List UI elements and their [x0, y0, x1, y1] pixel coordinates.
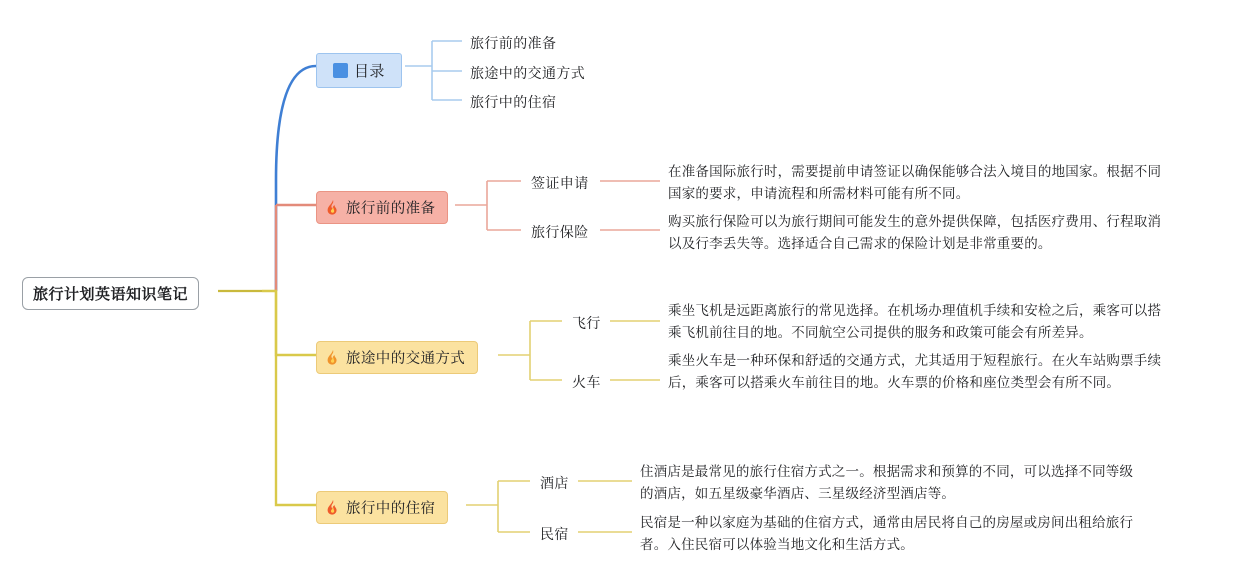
branch-node-catalog-label: 目录 [354, 63, 385, 80]
branch-node-transport-label: 旅途中的交通方式 [346, 351, 466, 367]
leaf-node-transport-1[interactable] [568, 370, 605, 394]
detail-text: 乘坐火车是一种环保和舒适的交通方式，尤其适用于短程旅行。在火车站购票手续后，乘客可以搭乘火车前往目的地。火车票的价格和座位类型会有所不同。 [668, 353, 1162, 390]
leaf-node-transport-0[interactable] [568, 311, 605, 335]
detail-text: 在准备国际旅行时，需要提前申请签证以确保能够合法入境目的地国家。根据不同国家的要求，申请流程和所需材料可能有所不同。 [668, 164, 1162, 201]
detail-text-insurance [668, 211, 1173, 255]
detail-text-homestay [640, 512, 1140, 556]
leaf-label: 飞行 [572, 315, 601, 331]
leaf-node-catalog-1[interactable] [466, 61, 589, 85]
leaf-label: 旅行前的准备 [470, 35, 557, 51]
detail-text-hotel [640, 461, 1140, 505]
leaf-label: 火车 [572, 374, 601, 390]
leaf-node-catalog-0[interactable] [466, 31, 560, 55]
leaf-label: 民宿 [540, 526, 569, 542]
leaf-label: 酒店 [540, 475, 569, 491]
branch-node-lodging[interactable] [316, 491, 448, 524]
branch-node-catalog[interactable] [316, 53, 402, 88]
leaf-node-prepare-1[interactable] [527, 220, 593, 244]
detail-text: 民宿是一种以家庭为基础的住宿方式，通常由居民将自己的房屋或房间出租给旅行者。入住民宿可以体验当地文化和生活方式。 [640, 515, 1134, 552]
leaf-node-lodging-0[interactable] [536, 471, 573, 495]
leaf-node-prepare-0[interactable] [527, 171, 593, 195]
root-node[interactable] [22, 277, 199, 310]
branch-node-transport[interactable] [316, 341, 478, 374]
branch-node-prepare[interactable] [316, 191, 448, 224]
root-node-label: 旅行计划英语知识笔记 [33, 286, 189, 303]
leaf-node-lodging-1[interactable] [536, 522, 573, 546]
leaf-node-catalog-2[interactable] [466, 90, 560, 114]
leaf-label: 签证申请 [531, 175, 589, 191]
branch-node-prepare-label: 旅行前的准备 [346, 201, 436, 217]
leaf-label: 旅行保险 [531, 224, 589, 240]
blue-square-icon [333, 63, 348, 78]
fire-icon [326, 200, 340, 216]
fire-icon [326, 500, 340, 516]
detail-text-train [668, 350, 1173, 394]
leaf-label: 旅行中的住宿 [470, 94, 557, 110]
branch-node-lodging-label: 旅行中的住宿 [346, 501, 436, 517]
detail-text: 购买旅行保险可以为旅行期间可能发生的意外提供保障，包括医疗费用、行程取消以及行李丢失等。选择适合自己需求的保险计划是非常重要的。 [668, 214, 1162, 251]
fire-icon [326, 350, 340, 366]
leaf-label: 旅途中的交通方式 [470, 65, 586, 81]
detail-text-flight [668, 300, 1173, 344]
detail-text: 乘坐飞机是远距离旅行的常见选择。在机场办理值机手续和安检之后，乘客可以搭乘飞机前往目的地。不同航空公司提供的服务和政策可能会有所差异。 [668, 303, 1162, 340]
detail-text: 住酒店是最常见的旅行住宿方式之一。根据需求和预算的不同，可以选择不同等级的酒店，如五星级豪华酒店、三星级经济型酒店等。 [640, 464, 1134, 501]
detail-text-visa [668, 161, 1173, 205]
